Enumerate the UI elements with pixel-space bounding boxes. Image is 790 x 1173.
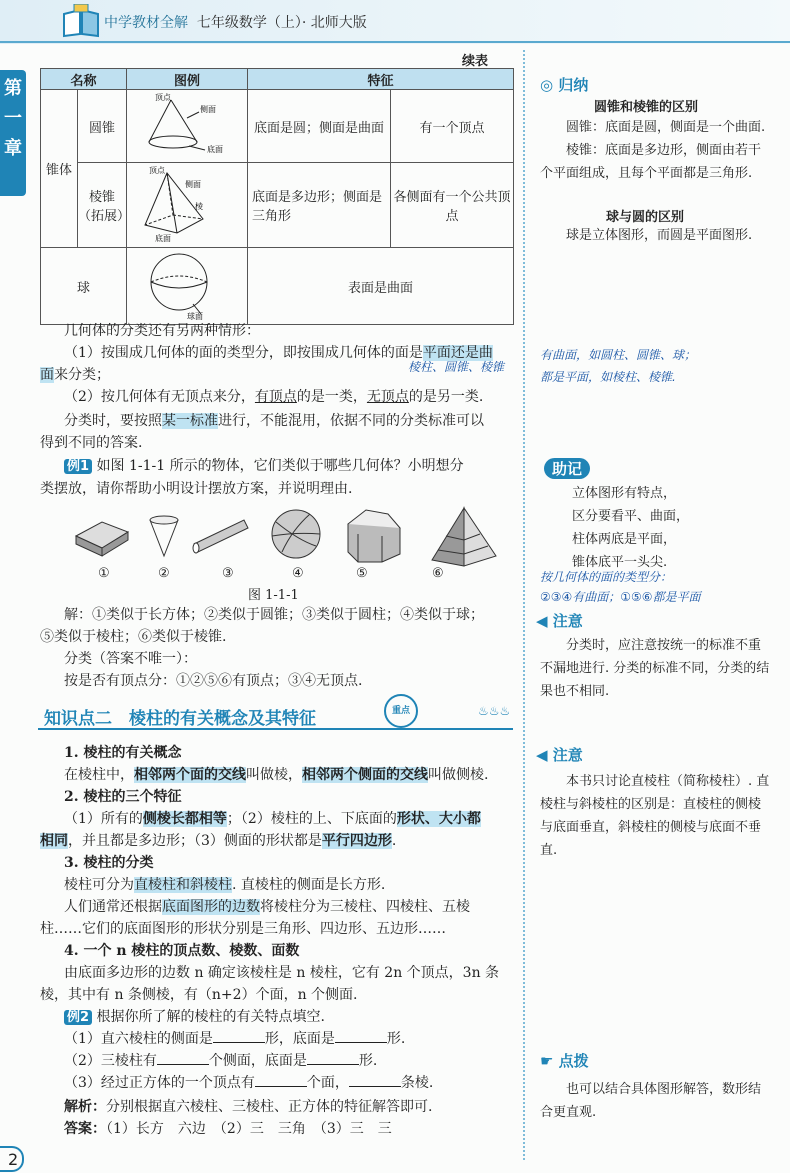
- handwritten-note: 棱柱、圆锥、棱锥: [408, 360, 505, 374]
- handwritten-note: 按几何体的面的类型分：: [540, 570, 673, 584]
- sidebar-text: 球是立体图形，而圆是平面图形.: [566, 228, 753, 243]
- fig-label: 侧面: [200, 105, 216, 114]
- pyramid-feature-2: 各侧面有一个公共顶点: [391, 163, 514, 248]
- answer-blank[interactable]: [255, 1086, 307, 1087]
- body-line: 分类时，要按照某一标准进行，不能混用，依据不同的分类标准可以: [64, 413, 484, 429]
- sidebar-text: 圆锥：底面是圆，侧面是一个曲面. 棱锥：底面是多边形，侧面由若干个平面组成，且每个平面都是三角形.: [540, 120, 766, 181]
- sphere-diagram: [127, 248, 247, 320]
- body-line: 棱柱可分为直棱柱和斜棱柱. 直棱柱的侧面是长方形.: [64, 877, 386, 893]
- example-tag: 例2: [64, 1010, 92, 1025]
- answer-blank[interactable]: [307, 1064, 359, 1065]
- subheading: 1. 棱柱的有关概念: [64, 745, 182, 761]
- sidebar-subheading: 球与圆的区别: [606, 210, 685, 225]
- row-name: 棱锥 （拓展）: [78, 163, 127, 248]
- continued-label: 续表: [462, 54, 489, 69]
- solution-line: 按是否有顶点分：①②⑤⑥有顶点；③④无顶点.: [64, 673, 363, 689]
- handwritten-note: 都是平面，如棱柱、棱锥.: [540, 370, 676, 384]
- figure-number: ⑤: [356, 566, 368, 581]
- handwritten-note: ②③④有曲面；①⑤⑥都是平面: [540, 590, 701, 604]
- body-line: 在棱柱中，相邻两个面的交线叫做棱，相邻两个侧面的交线叫做侧棱.: [64, 767, 489, 783]
- body-line: （2）按几何体有无顶点来分，有顶点的是一类，无顶点的是另一类.: [64, 389, 484, 405]
- column-divider: [523, 50, 525, 1160]
- sidebar-text: 也可以结合具体图形解答，数形结合更直观.: [540, 1082, 762, 1120]
- prism-object: [348, 510, 400, 562]
- mnemonic-list: 立体图形有特点， 区分要看平、曲面， 柱体两底是平面， 锥体底平一头尖.: [572, 486, 690, 570]
- pyramid-object: [432, 508, 496, 566]
- figure-number: ②: [158, 566, 170, 581]
- note-title: ◀ 注意: [536, 612, 583, 630]
- fig-label: 底面: [207, 145, 223, 154]
- cone-object: [150, 516, 178, 556]
- cone-figure: [127, 90, 248, 163]
- table-header-name: 名称: [41, 69, 127, 90]
- page-number: 2: [8, 1150, 19, 1169]
- row-name: 圆锥: [78, 90, 127, 163]
- body-line: （1）所有的侧棱长都相等；（2）棱柱的上、下底面的形状、大小都: [64, 811, 481, 827]
- ball-object: [272, 510, 320, 558]
- figure-number: ④: [292, 566, 304, 581]
- tip-title: ☛ 点拨: [540, 1052, 589, 1070]
- cylinder-object: [193, 520, 248, 553]
- chapter-tab: 第 一 章: [0, 70, 26, 196]
- figure-caption: 图 1-1-1: [248, 588, 299, 603]
- mnemonic-title: 助记: [544, 458, 590, 479]
- fig-label: 球面: [187, 312, 203, 320]
- difficulty-flames-icon: ♨♨♨: [478, 704, 511, 718]
- group-label: 锥体: [41, 90, 78, 248]
- figure-objects: [66, 506, 506, 568]
- sphere-figure: [127, 248, 248, 325]
- summary-title: ◎ 归纳: [540, 76, 589, 94]
- fig-label: 底面: [155, 234, 171, 243]
- solution-line: 分类（答案不唯一）：: [64, 651, 197, 667]
- subheading: 4. 一个 n 棱柱的顶点数、棱数、面数: [64, 943, 300, 959]
- example-tag: 例1: [64, 459, 92, 474]
- answer-blank[interactable]: [213, 1042, 265, 1043]
- question-line: （3）经过正方体的一个顶点有 个面， 条棱.: [64, 1075, 434, 1091]
- question-line: （2）三棱柱有 个侧面，底面是 形.: [64, 1053, 378, 1069]
- cone-feature-1: 底面是圆；侧面是曲面: [248, 90, 391, 163]
- pyramid-feature-1: 底面是多边形；侧面是三角形: [248, 163, 391, 248]
- fig-label: 顶点: [149, 166, 165, 175]
- answer-blank[interactable]: [349, 1086, 401, 1087]
- subheading: 3. 棱柱的分类: [64, 855, 154, 871]
- body-line: 人们通常还根据底面图形的边数将棱柱分为三棱柱、四棱柱、五棱: [64, 899, 470, 915]
- fig-label: 棱: [195, 202, 203, 211]
- answer-blank[interactable]: [335, 1042, 387, 1043]
- example-2: 例2 根据你所了解的棱柱的有关特点填空.: [64, 1006, 325, 1026]
- sidebar-text: 本书只讨论直棱柱（简称棱柱）. 直棱柱与斜棱柱的区别是：直棱柱的侧棱与底面垂直，斜棱柱的侧棱与底面不垂直.: [540, 774, 770, 858]
- solid-classification-table: [40, 68, 514, 325]
- body-line: 面来分类；: [40, 367, 110, 383]
- book-logo-icon: [60, 4, 102, 38]
- body-line: 相同，并且都是多边形；（3）侧面的形状都是平行四边形.: [40, 833, 397, 849]
- pyramid-diagram: [127, 163, 247, 243]
- subheading: 2. 棱柱的三个特征: [64, 789, 182, 805]
- solution-line: 解：①类似于长方体；②类似于圆锥；③类似于圆柱；④类似于球；: [64, 607, 484, 623]
- body-line: 由底面多边形的边数 n 确定该棱柱是 n 棱柱，它有 2n 个顶点，3n 条: [64, 965, 500, 981]
- solution-line: ⑤类似于棱柱；⑥类似于棱锥.: [40, 629, 227, 645]
- note-title: ◀ 注意: [536, 746, 583, 764]
- box-figure: [76, 522, 128, 556]
- analysis-line: 解析：分别根据直六棱柱、三棱柱、正方体的特征解答即可.: [64, 1099, 433, 1115]
- table-header-feature: 特征: [248, 69, 514, 90]
- body-line: 棱，其中有 n 条侧棱，有（n+2）个面，n 个侧面.: [40, 987, 358, 1003]
- body-line: 柱……它们的底面图形的形状分别是三角形、四边形、五边形……: [40, 921, 446, 937]
- body-line: 类摆放，请你帮助小明设计摆放方案，并说明理由.: [40, 481, 353, 497]
- header-title: 中学教材全解 七年级数学（上）· 北师大版: [104, 15, 367, 31]
- table-header-figure: 图例: [127, 69, 248, 90]
- cone-diagram: [127, 90, 247, 158]
- body-line: 得到不同的答案.: [40, 435, 143, 451]
- key-point-badge: 重点: [384, 694, 418, 728]
- body-line: 几何体的分类还有另两种情形：: [64, 323, 260, 339]
- sphere-feature: 表面是曲面: [248, 248, 514, 325]
- figure-number: ①: [98, 566, 110, 581]
- body-line: （1）按围成几何体的面的类型分，即按围成几何体的面是平面还是曲: [64, 345, 493, 361]
- example-1: 例1 如图 1-1-1 所示的物体，它们类似于哪些几何体？小明想分: [64, 455, 464, 475]
- figure-number: ⑥: [432, 566, 444, 581]
- sidebar-subheading: 圆锥和棱锥的区别: [594, 100, 699, 115]
- cone-feature-2: 有一个顶点: [391, 90, 514, 163]
- handwritten-note: 有曲面，如圆柱、圆锥、球；: [540, 348, 697, 362]
- pyramid-figure: [127, 163, 248, 248]
- row-name: 球: [41, 248, 127, 325]
- fig-label: 侧面: [185, 180, 201, 189]
- sidebar-text: 分类时，应注意按统一的标准不重不漏地进行. 分类的标准不同，分类的结果也不相同.: [540, 638, 770, 699]
- header-rule: [0, 41, 790, 43]
- question-line: （1）直六棱柱的侧面是 形，底面是 形.: [64, 1031, 406, 1047]
- section-title: 知识点二 棱柱的有关概念及其特征: [44, 709, 316, 729]
- answer-blank[interactable]: [157, 1064, 209, 1065]
- figure-number: ③: [222, 566, 234, 581]
- answer-line: 答案：（1）长方 六边 （2）三 三角 （3）三 三: [64, 1121, 392, 1137]
- fig-label: 顶点: [155, 93, 171, 102]
